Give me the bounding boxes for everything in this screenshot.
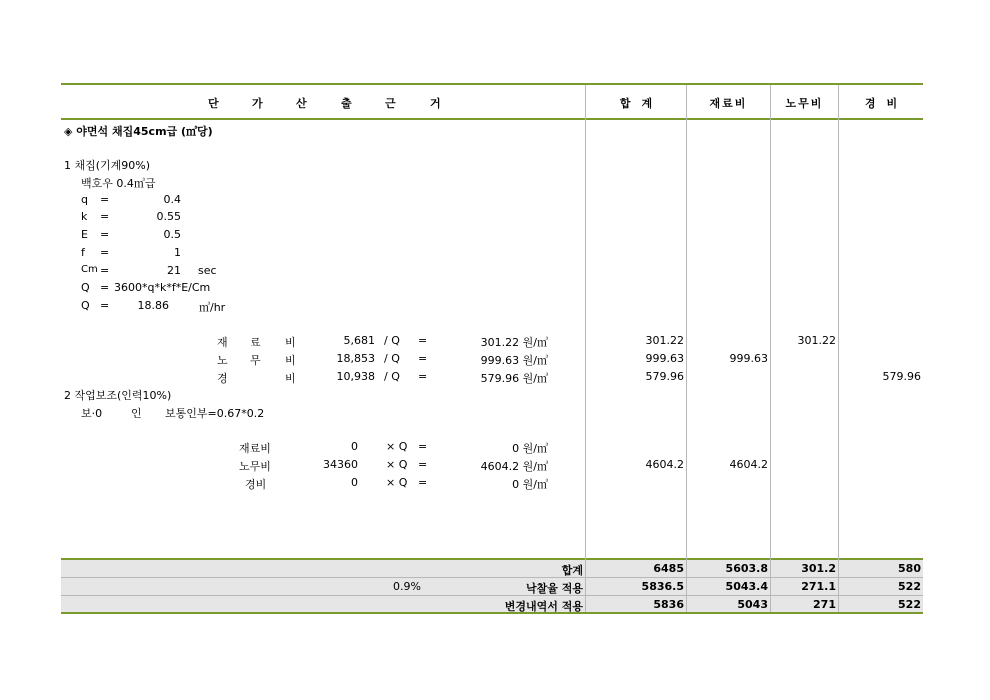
- param-eq: =: [100, 228, 110, 241]
- calc-amount: 34360: [323, 458, 358, 471]
- calc-total: 4604.2: [645, 458, 684, 471]
- param-eq: =: [100, 210, 110, 223]
- equipment-label: 백호우 0.4㎥급: [81, 177, 156, 190]
- calc-result: 0 원/㎥: [512, 442, 548, 455]
- formula-name: Q: [81, 281, 90, 294]
- calc-result: 579.96 원/㎥: [480, 372, 548, 385]
- param-name: Cm: [81, 264, 98, 275]
- param-eq: =: [100, 246, 110, 259]
- header-basis-char: 거: [430, 97, 441, 110]
- header-expense: 경 비: [864, 97, 898, 110]
- param-name: E: [81, 228, 88, 241]
- calc-label-char: 료: [250, 336, 261, 349]
- summary-total: 5836: [653, 598, 684, 611]
- param-eq: =: [100, 264, 110, 277]
- param-value: 0.5: [163, 228, 181, 241]
- param-value: 21: [167, 264, 181, 277]
- calc-amount: 0: [351, 440, 358, 453]
- summary-labor: 301.2: [801, 562, 836, 575]
- calc-amount: 0: [351, 476, 358, 489]
- formula: 3600*q*k*f*E/Cm: [114, 281, 211, 294]
- calc-label-char: 경: [217, 372, 228, 385]
- param-value: 0.4: [163, 193, 181, 206]
- col-divider-labor: [838, 85, 839, 612]
- calc-material: 999.63: [729, 352, 768, 365]
- calc-label-char: 비: [285, 372, 296, 385]
- header-total: 합 계: [619, 97, 653, 110]
- calc-eq: =: [418, 334, 428, 347]
- item-title: ◈ 야면석 채집45cm급 (㎥당): [64, 125, 213, 138]
- calc-total: 579.96: [645, 370, 684, 383]
- header-basis-char: 출: [341, 97, 352, 110]
- calc-label-char: 비: [285, 354, 296, 367]
- calc-label: 경비: [245, 478, 267, 491]
- summary-label: 합계: [561, 564, 583, 577]
- calc-eq: =: [418, 352, 428, 365]
- header-bottom-rule: [61, 118, 923, 120]
- calc-eq: =: [418, 370, 428, 383]
- col-divider-basis: [585, 85, 586, 612]
- header-basis-char: 근: [385, 97, 396, 110]
- table-top-rule: [61, 83, 923, 85]
- worker-grade: 보·0: [81, 407, 103, 420]
- summary-total: 5836.5: [641, 580, 684, 593]
- header-basis-char: 산: [296, 97, 307, 110]
- calc-label-char: 무: [250, 354, 261, 367]
- calc-result: 0 원/㎥: [512, 478, 548, 491]
- result-name: Q: [81, 299, 90, 312]
- calc-amount: 10,938: [336, 370, 375, 383]
- calc-amount: 5,681: [343, 334, 375, 347]
- summary-expense: 522: [898, 598, 921, 611]
- result-value: 18.86: [137, 299, 169, 312]
- summary-label: 변경내역서 적용: [504, 600, 583, 613]
- calc-eq: =: [418, 440, 428, 453]
- calc-result: 4604.2 원/㎥: [480, 460, 548, 473]
- calc-op: / Q: [384, 370, 400, 383]
- calc-result: 999.63 원/㎥: [480, 354, 548, 367]
- header-material: 재료비: [709, 97, 748, 110]
- calc-op: × Q: [386, 440, 408, 453]
- header-basis-char: 단: [208, 97, 219, 110]
- param-name: f: [81, 246, 85, 259]
- summary-labor: 271.1: [801, 580, 836, 593]
- summary-labor: 271: [813, 598, 836, 611]
- param-value: 1: [174, 246, 181, 259]
- calc-op: × Q: [386, 458, 408, 471]
- summary-material: 5043.4: [725, 580, 768, 593]
- col-divider-total: [686, 85, 687, 612]
- calc-total: 999.63: [645, 352, 684, 365]
- calc-eq: =: [418, 458, 428, 471]
- calc-op: / Q: [384, 334, 400, 347]
- header-labor: 노무비: [785, 97, 824, 110]
- header-basis-char: 가: [252, 97, 263, 110]
- calc-total: 301.22: [645, 334, 684, 347]
- summary-expense: 580: [898, 562, 921, 575]
- summary-rate: 0.9%: [393, 580, 421, 593]
- summary-total: 6485: [653, 562, 684, 575]
- calc-expense: 579.96: [882, 370, 921, 383]
- summary-label: 낙찰율 적용: [526, 582, 583, 595]
- result-eq: =: [100, 299, 110, 312]
- param-value: 0.55: [156, 210, 181, 223]
- calc-eq: =: [418, 476, 428, 489]
- worker-unit: 인: [131, 407, 142, 420]
- calc-op: × Q: [386, 476, 408, 489]
- param-eq: =: [100, 193, 110, 206]
- calc-op: / Q: [384, 352, 400, 365]
- section-2-title: 2 작업보조(인력10%): [64, 389, 172, 402]
- param-name: k: [81, 210, 88, 223]
- col-divider-material: [770, 85, 771, 612]
- calc-label-char: 재: [217, 336, 228, 349]
- summary-material: 5043: [737, 598, 768, 611]
- param-name: q: [81, 193, 88, 206]
- calc-label-char: 노: [217, 354, 228, 367]
- calc-amount: 18,853: [336, 352, 375, 365]
- formula-eq: =: [100, 281, 110, 294]
- calc-result: 301.22 원/㎥: [480, 336, 548, 349]
- section-1-title: 1 채집(기계90%): [64, 159, 151, 172]
- calc-labor: 301.22: [797, 334, 836, 347]
- calc-material: 4604.2: [729, 458, 768, 471]
- summary-expense: 522: [898, 580, 921, 593]
- param-unit: sec: [198, 264, 217, 277]
- worker-formula: 보통인부=0.67*0.2: [165, 407, 265, 420]
- calc-label: 재료비: [239, 442, 271, 455]
- result-unit: ㎥/hr: [199, 301, 226, 314]
- summary-material: 5603.8: [725, 562, 768, 575]
- calc-label: 노무비: [239, 460, 271, 473]
- calc-label-char: 비: [285, 336, 296, 349]
